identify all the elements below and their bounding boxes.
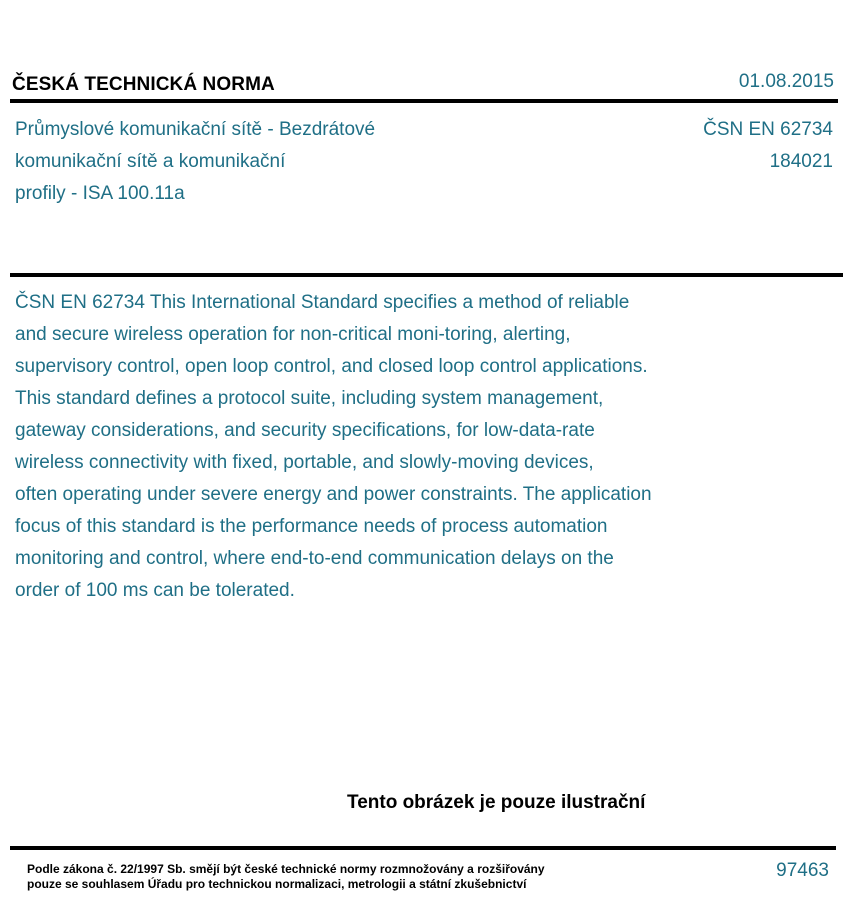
footer-legal-notice <box>27 862 545 892</box>
footer-divider <box>10 846 836 850</box>
abstract-text <box>15 287 755 607</box>
abstract-line: monitoring and control, where end-to-end communication delays on the <box>15 548 614 569</box>
publication-date: 01.08.2015 <box>738 71 834 92</box>
abstract-line: This standard defines a protocol suite, including system management, <box>15 388 604 409</box>
document-code: 97463 <box>776 860 829 881</box>
footer-legal-line: Podle zákona č. 22/1997 Sb. smějí být české technické normy rozmnožovány a rozšiřovány <box>27 862 545 876</box>
abstract-line: focus of this standard is the performance needs of process automation <box>15 516 608 537</box>
abstract-line: and secure wireless operation for non-critical moni-toring, alerting, <box>15 324 571 345</box>
standard-number: ČSN EN 62734 <box>703 119 833 140</box>
abstract-line: ČSN EN 62734 This International Standard specifies a method of reliable <box>15 292 630 313</box>
abstract-line: often operating under severe energy and power constraints. The application <box>15 484 652 505</box>
document-title-line: profily - ISA 100.11a <box>15 183 185 204</box>
standard-identifier <box>703 114 833 178</box>
section-divider <box>10 273 843 277</box>
classification-code: 184021 <box>769 151 833 172</box>
abstract-line: gateway considerations, and security specifications, for low-data-rate <box>15 420 595 441</box>
footer-legal-line: pouze se souhlasem Úřadu pro technickou normalizaci, metrologii a státní zkušebnictví <box>27 877 527 891</box>
header-divider <box>10 99 838 103</box>
abstract-line: supervisory control, open loop control, and closed loop control applications. <box>15 356 648 377</box>
abstract-line: wireless connectivity with fixed, portable, and slowly-moving devices, <box>15 452 594 473</box>
document-title-line: komunikační sítě a komunikační <box>15 151 286 172</box>
document-title <box>15 114 535 210</box>
document-title-line: Průmyslové komunikační sítě - Bezdrátové <box>15 119 376 140</box>
header-title: ČESKÁ TECHNICKÁ NORMA <box>12 74 275 95</box>
abstract-line: order of 100 ms can be tolerated. <box>15 580 295 601</box>
illustrative-note: Tento obrázek je pouze ilustrační <box>347 792 646 813</box>
